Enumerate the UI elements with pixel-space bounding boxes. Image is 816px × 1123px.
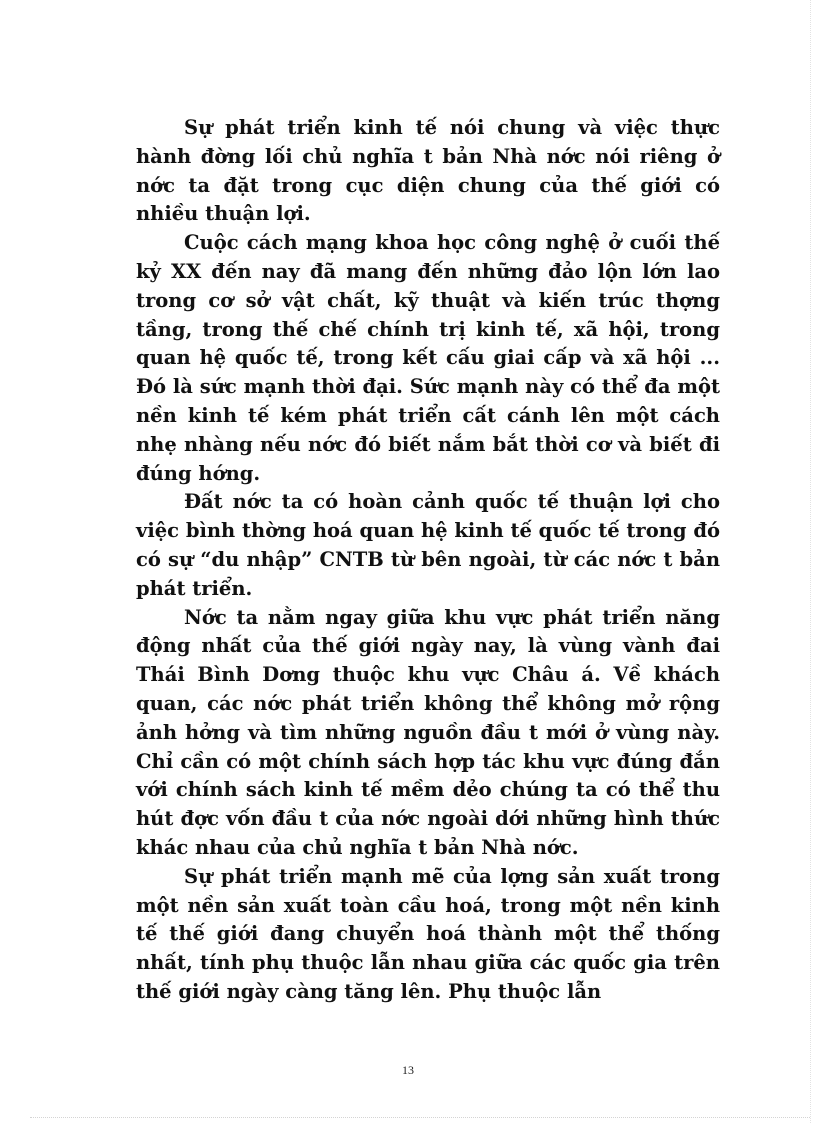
paragraph: Sự phát triển mạnh mẽ của lợng sản xuất trong một nền sản xuất toàn cầu hoá, trong một nền kinh tế thế giới đang chuyển hoá thành một thể thống nhất, tính phụ thuộc lẫn nhau giữa các quốc gia trên thế giới ngày càng tăng lên. Phụ thuộc lẫn <box>136 864 720 1003</box>
paragraph: Nớc ta nằm ngay giữa khu vực phát triển năng động nhất của thế giới ngày nay, là vùng vành đai Thái Bình Dơng thuộc khu vực Châu á. Về khách quan, các nớc phát triển không thể không mở rộng ảnh hởng và tìm những nguồn đầu t mới ở vùng này. Chỉ cần có một chính sách hợp tác khu vực đúng đắn với chính sách kinh tế mềm dẻo chúng ta có thể thu hút đợc vốn đầu t của nớc ngoài dới những hình thức khác nhau của chủ nghĩa t bản Nhà nớc. <box>136 605 720 859</box>
paragraph: Cuộc cách mạng khoa học công nghệ ở cuối thế kỷ XX đến nay đã mang đến những đảo lộn lớn lao trong cơ sở vật chất, kỹ thuật và kiến trúc thợng tầng, trong thế chế chính trị kinh tế, xã hội, trong quan hệ quốc tế, trong kết cấu giai cấp và xã hội ... Đó là sức mạnh thời đại. Sức mạnh này có thể đa một nền kinh tế kém phát triển cất cánh lên một cách nhẹ nhàng nếu nớc đó biết nắm bắt thời cơ và biết đi đúng hớng. <box>136 231 720 485</box>
right-edge-divider <box>810 0 811 1123</box>
footer-divider <box>30 1117 810 1118</box>
body-text <box>136 114 720 1007</box>
paragraph: Đất nớc ta có hoàn cảnh quốc tế thuận lợi cho việc bình thờng hoá quan hệ kinh tế quốc tế trong đó có sự “du nhập” CNTB từ bên ngoài, từ các nớc t bản phát triển. <box>136 490 720 600</box>
paragraph: Sự phát triển kinh tế nói chung và việc thực hành đờng lối chủ nghĩa t bản Nhà nớc nói riêng ở nớc ta đặt trong cục diện chung của thế giới có nhiều thuận lợi. <box>136 116 720 226</box>
page-number: 13 <box>402 1063 414 1077</box>
